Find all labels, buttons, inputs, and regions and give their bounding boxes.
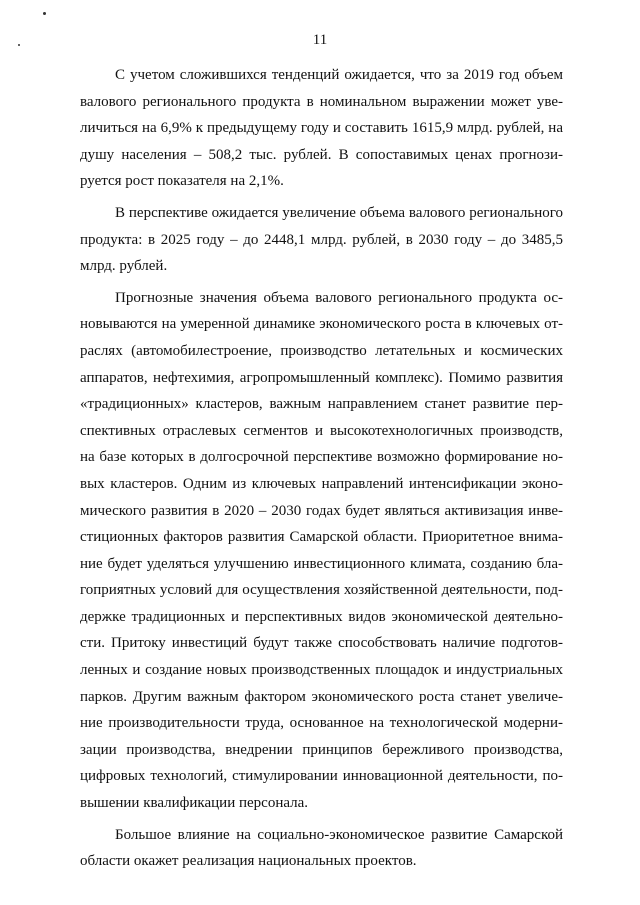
scan-artifact-dot (43, 12, 46, 15)
paragraph-national-projects: Большое влияние на социально-экономическое развитие Самарской области окажет реализация национальных проектов. (80, 826, 563, 870)
paragraph-growth-drivers: Прогнозные значения объема валового регионального продукта основываются на умеренной динамике экономического роста в ключевых отраслях (автомобилестроение, производство летательных и космических аппаратов, нефтехимия, агропромышленный комплекс). Помимо развития «традиционных» кластеров, важным направлением станет развитие перспективных отраслевых сегментов и высокотехнологичных производств, на базе которых в долгосрочной перспективе возможно формирование новых кластеров. Одним из ключевых направлений интенсификации экономического развития в 2020 – 2030 годах будет являться активизация инвестиционных факторов развития Самарской области. Приоритетное внимание будет уделяться улучшению инвестиционного климата, созданию благоприятных условий для осуществления хозяйственной деятельности, поддержке традиционных и перспективных видов экономической деятельности. Притоку инвестиций будут также способствовать наличие подготовленных и создание новых производственных площадок и индустриальных парков. Другим важным фактором экономического роста станет увеличение производительности труда, основанное на технологической модернизации производства, внедрении принципов бережливого производства, цифровых технологий, стимулировании инновационной деятельности, повышении квалификации персонала. (80, 289, 563, 812)
page-number: 11 (312, 32, 328, 48)
document-body (80, 62, 563, 880)
paragraph-grp-forecast-2019: С учетом сложившихся тенденций ожидается, что за 2019 год объем валового регионального продукта в номинальном выражении может увеличиться на 6,9% к предыдущему году и составить 1615,9 млрд. рублей, на душу населения – 508,2 тыс. рублей. В сопоставимых ценах прогнозируется рост показателя на 2,1%. (80, 67, 563, 190)
paragraph-grp-outlook-2025-2030: В перспективе ожидается увеличение объема валового регионального продукта: в 2025 году – до 2448,1 млрд. рублей, в 2030 году – до 3485,5 млрд. рублей. (80, 204, 563, 275)
